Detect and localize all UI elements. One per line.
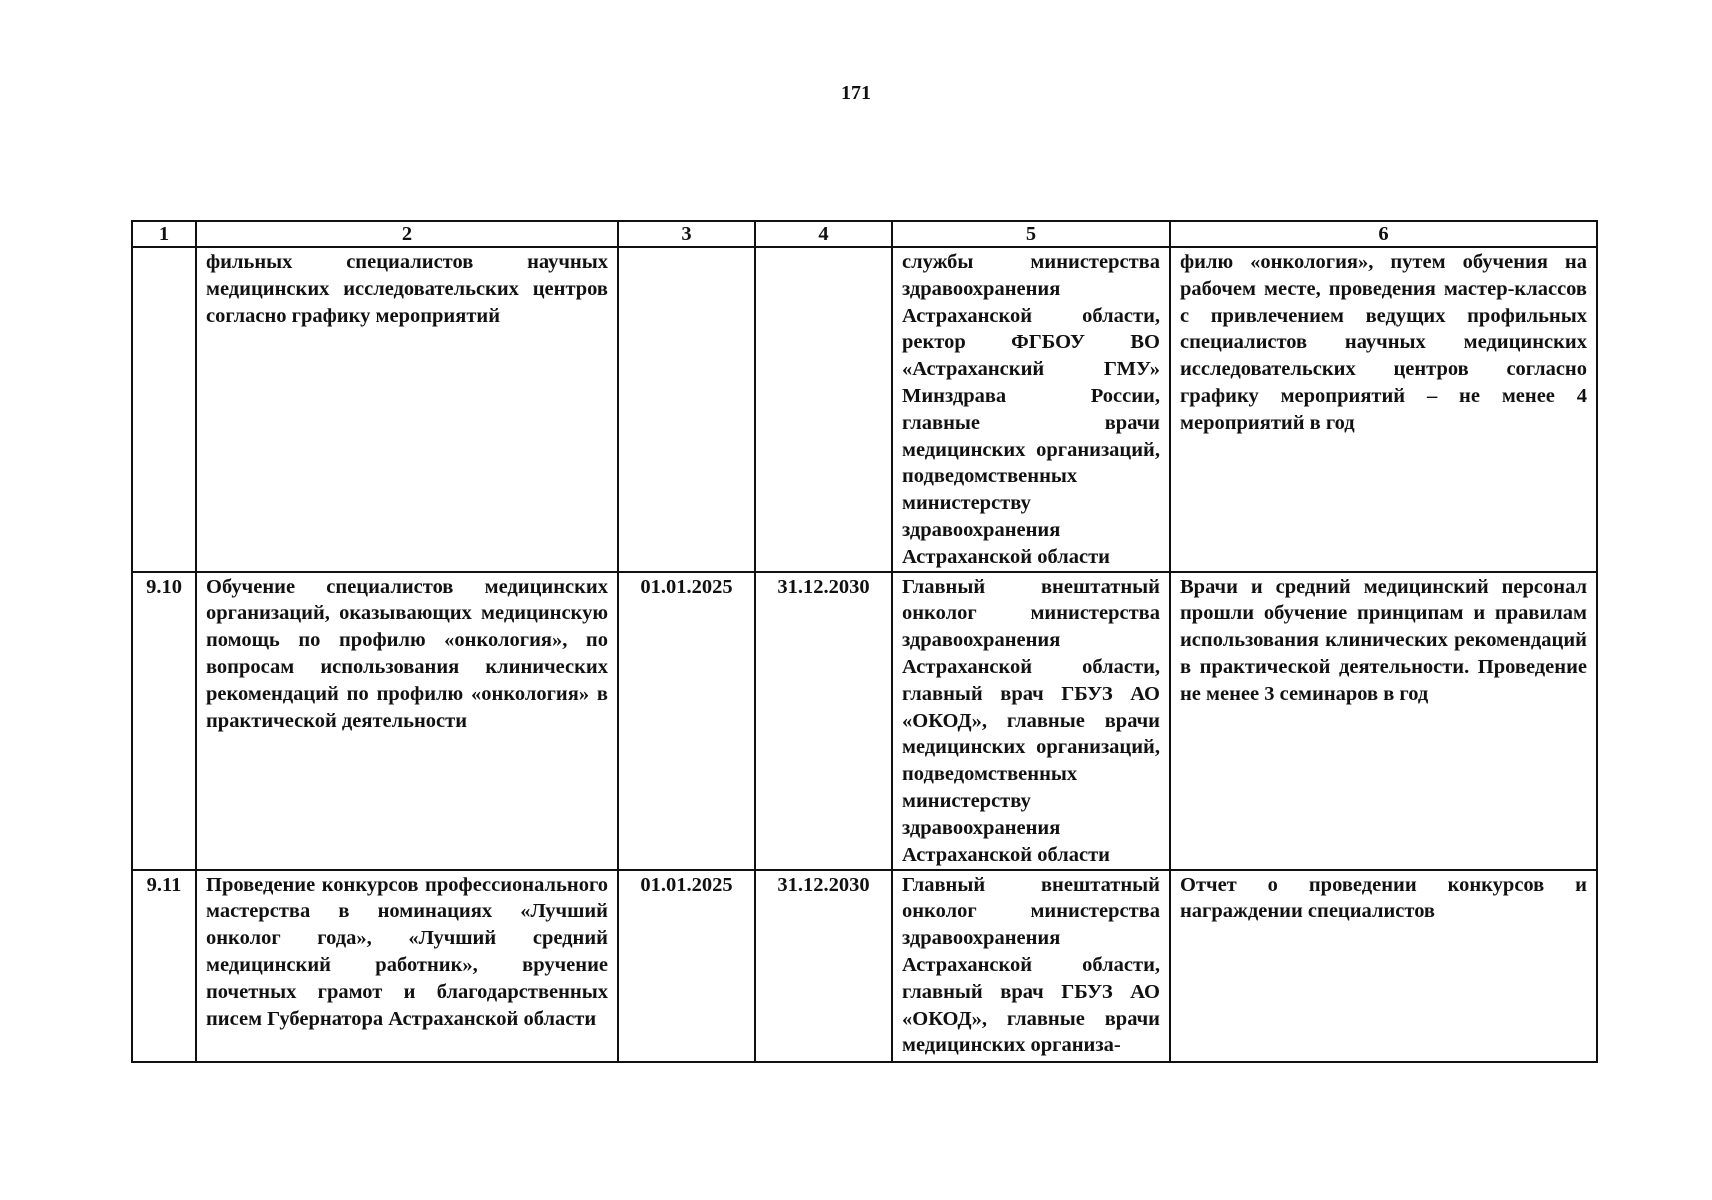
column-number-row xyxy=(132,221,1597,247)
row-number: 9.10 xyxy=(132,572,196,870)
end-date xyxy=(755,247,892,572)
measure-description: фильных специалистов научных медицинских исследовательских центров согласно графику мероприятий xyxy=(196,247,618,572)
table-row xyxy=(132,870,1597,1062)
expected-result: филю «онкология», путем обучения на рабочем месте, проведения мастер-классов с привлечением ведущих профильных специалистов научных медицинских исследовательских центров согласно графику мероприятий – не менее 4 мероприятий в год xyxy=(1170,247,1597,572)
end-date: 31.12.2030 xyxy=(755,870,892,1062)
expected-result: Отчет о проведении конкурсов и награждении специалистов xyxy=(1170,870,1597,1062)
column-number: 6 xyxy=(1170,221,1597,247)
row-number: 9.11 xyxy=(132,870,196,1062)
column-number: 4 xyxy=(755,221,892,247)
responsible-persons: Главный внештатный онколог министерства здравоохранения Астраханской области, главный врач ГБУЗ АО «ОКОД», главные врачи медицинских организаций, подведомственных министерству здравоохранения Астраханской области xyxy=(892,572,1170,870)
column-number: 1 xyxy=(132,221,196,247)
start-date xyxy=(618,247,755,572)
responsible-persons: службы министерства здравоохранения Астраханской области, ректор ФГБОУ ВО «Астраханский ГМУ» Минздрава России, главные врачи медицинских организаций, подведомственных министерству здравоохранения Астраханской области xyxy=(892,247,1170,572)
end-date: 31.12.2030 xyxy=(755,572,892,870)
column-number: 5 xyxy=(892,221,1170,247)
page-number: 171 xyxy=(841,82,871,104)
table-row xyxy=(132,572,1597,870)
column-number: 3 xyxy=(618,221,755,247)
start-date: 01.01.2025 xyxy=(618,572,755,870)
measures-table xyxy=(131,220,1598,1063)
expected-result: Врачи и средний медицинский персонал прошли обучение принципам и правилам использования клинических рекомендаций в практической деятельности. Проведение не менее 3 семинаров в год xyxy=(1170,572,1597,870)
measure-description: Проведение конкурсов профессионального мастерства в номинациях «Лучший онколог года», «Лучший средний медицинский работник», вручение почетных грамот и благодарственных писем Губернатора Астраханской области xyxy=(196,870,618,1062)
row-number xyxy=(132,247,196,572)
column-number: 2 xyxy=(196,221,618,247)
table-row xyxy=(132,247,1597,572)
start-date: 01.01.2025 xyxy=(618,870,755,1062)
responsible-persons: Главный внештатный онколог министерства здравоохранения Астраханской области, главный врач ГБУЗ АО «ОКОД», главные врачи медицинских организа- xyxy=(892,870,1170,1062)
measure-description: Обучение специалистов медицинских организаций, оказывающих медицинскую помощь по профилю «онкология», по вопросам использования клинических рекомендаций по профилю «онкология» в практической деятельности xyxy=(196,572,618,870)
